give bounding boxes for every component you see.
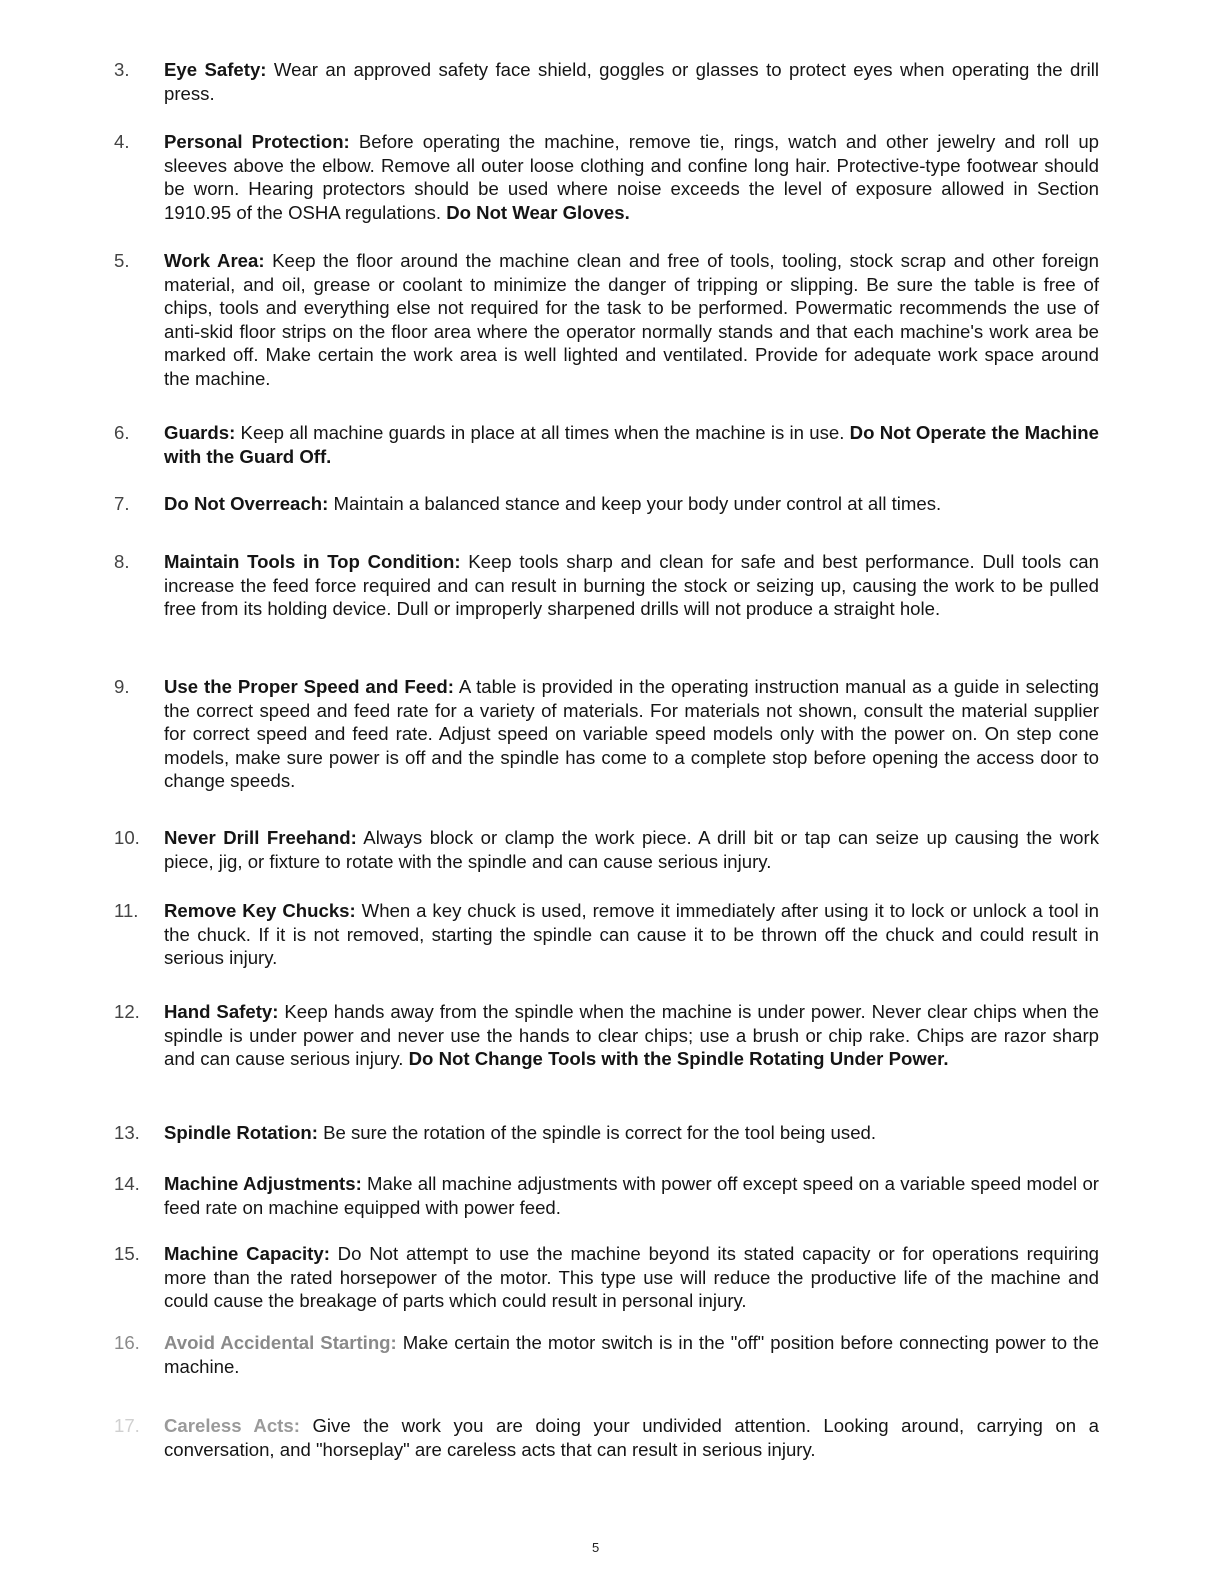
- item-number: 7.: [114, 493, 130, 514]
- item-heading: Eye Safety:: [164, 59, 267, 80]
- item-number: 14.: [114, 1173, 140, 1194]
- item-heading: Do Not Overreach:: [164, 493, 329, 514]
- item-number: 15.: [114, 1243, 140, 1264]
- item-heading: Never Drill Freehand:: [164, 827, 357, 848]
- item-body: Maintain a balanced stance and keep your body under control at all times.: [328, 493, 942, 514]
- item-body: A table is provided in the operating instruction manual as a guide in selecting the correct speed and feed rate for a variety of materials. For materials not shown, consult the material supplier for correct speed and feed rate. Adjust speed on variable speed models only with the power on. On step cone models, make sure power is off and the spindle has come to a complete stop before opening the access door to change speeds.: [164, 676, 1100, 791]
- item-heading: Careless Acts:: [164, 1415, 300, 1436]
- item-text: [164, 421, 1099, 468]
- item-text: [164, 130, 1099, 224]
- item-warning: Do Not Change Tools with the Spindle Rotating Under Power.: [403, 1048, 949, 1069]
- item-warning: Do Not Operate the Machine with the Guard Off.: [164, 422, 1099, 467]
- page-number: 5: [592, 1540, 600, 1555]
- item-number: 6.: [114, 422, 130, 443]
- item-body: Be sure the rotation of the spindle is correct for the tool being used.: [317, 1122, 877, 1143]
- item-number: 16.: [114, 1332, 140, 1353]
- item-text: [164, 899, 1099, 970]
- item-number: 11.: [114, 900, 139, 921]
- item-number: 17.: [114, 1415, 140, 1436]
- item-text: [164, 675, 1099, 793]
- item-body: Keep tools sharp and clean for safe and best performance. Dull tools can increase the feed force required and can result in burning the stock or seizing up, causing the work to be pulled free from its holding device. Dull or improperly sharpened drills will not produce a straight hole.: [164, 551, 1099, 619]
- item-number: 13.: [114, 1122, 140, 1143]
- item-text: [164, 1121, 1099, 1145]
- item-heading: Machine Adjustments:: [164, 1173, 362, 1194]
- item-number: 12.: [114, 1001, 140, 1022]
- item-heading: Work Area:: [164, 250, 265, 271]
- item-text: [164, 1242, 1099, 1313]
- item-body: Keep the floor around the machine clean and free of tools, tooling, stock scrap and other foreign material, and oil, grease or coolant to minimize the danger of tripping or slipping. Be sure the table is free of chips, tools and everything else not required for the task to be performed. Powermatic recommends the use of anti-skid floor strips on the floor area where the operator normally stands and that each machine's work area be marked off. Make certain the work area is well lighted and ventilated. Provide for adequate work space around the machine.: [164, 250, 1099, 389]
- item-number: 8.: [114, 551, 130, 572]
- item-body: When a key chuck is used, remove it immediately after using it to lock or unlock a tool in the chuck. If it is not removed, starting the spindle can cause it to be thrown off the chuck and could result in serious injury.: [164, 900, 1099, 968]
- item-text: [164, 1331, 1099, 1378]
- item-body: Make certain the motor switch is in the "off" position before connecting power to the machine.: [164, 1332, 1099, 1377]
- item-body: Give the work you are doing your undivided attention. Looking around, carrying on a conversation, and "horseplay" are careless acts that can result in serious injury.: [164, 1415, 1099, 1460]
- item-heading: Machine Capacity:: [164, 1243, 330, 1264]
- item-heading: Maintain Tools in Top Condition:: [164, 551, 461, 572]
- item-text: [164, 1172, 1099, 1219]
- item-number: 3.: [114, 59, 130, 80]
- item-body: Wear an approved safety face shield, goggles or glasses to protect eyes when operating the drill press.: [164, 59, 1099, 104]
- item-text: [164, 1000, 1099, 1071]
- item-text: [164, 1414, 1099, 1461]
- item-text: [164, 826, 1099, 873]
- item-body: Keep all machine guards in place at all times when the machine is in use.: [235, 422, 845, 443]
- item-text: [164, 249, 1099, 390]
- item-text: [164, 550, 1099, 621]
- item-number: 10.: [114, 827, 140, 848]
- item-body: Always block or clamp the work piece. A drill bit or tap can seize up causing the work piece, jig, or fixture to rotate with the spindle and can cause serious injury.: [164, 827, 1100, 872]
- item-heading: Personal Protection:: [164, 131, 350, 152]
- item-body: Do Not attempt to use the machine beyond its stated capacity or for operations requiring more than the rated horsepower of the motor. This type use will reduce the productive life of the machine and could cause the breakage of parts which could result in personal injury.: [164, 1243, 1099, 1311]
- item-text: [164, 58, 1099, 105]
- item-warning: Do Not Wear Gloves.: [441, 201, 630, 223]
- item-heading: Spindle Rotation:: [164, 1122, 318, 1143]
- item-heading: Remove Key Chucks:: [164, 900, 356, 921]
- item-number: 4.: [114, 131, 130, 152]
- item-body: Keep hands away from the spindle when the machine is under power. Never clear chips when the spindle is under power and never use the hands to clear chips; use a brush or chip rake. Chips are razor sharp and can cause serious injury.: [164, 1001, 1099, 1069]
- item-heading: Use the Proper Speed and Feed:: [164, 676, 454, 697]
- item-number: 5.: [114, 250, 130, 271]
- item-heading: Avoid Accidental Starting:: [164, 1332, 397, 1353]
- item-number: 9.: [114, 676, 130, 697]
- item-heading: Guards:: [164, 422, 236, 443]
- item-text: [164, 492, 1099, 516]
- item-body: Make all machine adjustments with power off except speed on a variable speed model or feed rate on machine equipped with power feed.: [164, 1173, 1099, 1218]
- item-heading: Hand Safety:: [164, 1001, 279, 1022]
- item-body: Before operating the machine, remove tie, rings, watch and other jewelry and roll up sleeves above the elbow. Remove all outer loose clothing and confine long hair. Protective-type footwear should be worn. Hearing protectors should be used where noise exceeds the level of exposure allowed in Section 1910.95 of the OSHA regulations.: [164, 131, 1100, 223]
